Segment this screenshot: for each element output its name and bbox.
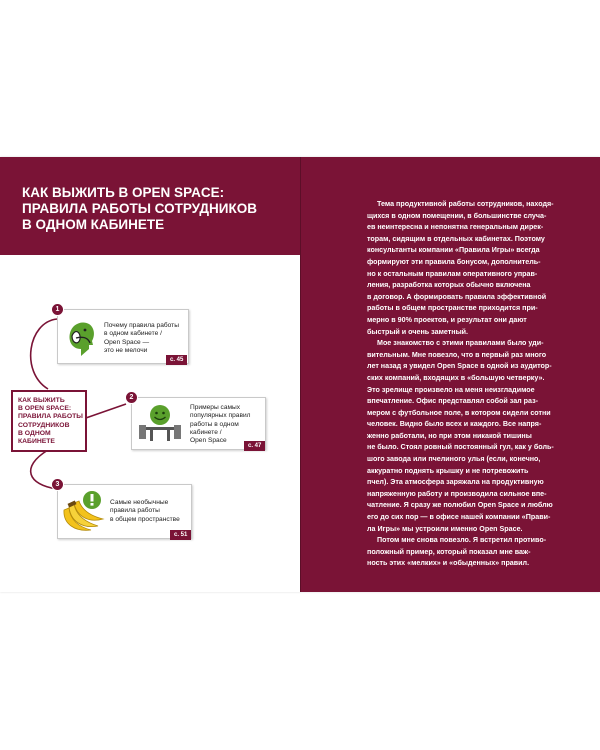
item-3-text-line: Самые необычные	[110, 499, 169, 506]
item-2-number: 2	[125, 391, 138, 404]
body-line: напряженную работу и производила сильное впе-	[367, 489, 547, 498]
item-2-page-ref[interactable]: с. 47	[244, 441, 265, 451]
item-1-number: 1	[51, 303, 64, 316]
item-1-text-line: Open Space —	[104, 338, 150, 346]
body-line: но к остальным правилам оперативного управ-	[367, 269, 538, 278]
hub-title-line: ПРАВИЛА РАБОТЫ	[18, 413, 83, 421]
item-3-text-line: в общем пространстве	[110, 515, 180, 523]
chapter-title-line: ПРАВИЛА РАБОТЫ СОТРУДНИКОВ	[22, 201, 257, 216]
happy-workers-icon	[138, 403, 182, 443]
body-line: ла Игры» мы устроили именно Open Space.	[367, 524, 523, 533]
item-3-text-line: правила работы	[110, 507, 160, 515]
body-line: пчел). Эта атмосфера заряжала на продуктивную	[367, 478, 544, 487]
hub-title-line: КАБИНЕТЕ	[18, 438, 55, 446]
body-line: ность этих «мелких» и «обыденных» правил.	[367, 559, 530, 568]
body-line: его до сих пор — в офисе нашей компании «Прави-	[367, 513, 551, 522]
body-line: лет назад я увидел Open Space в одной из аудитор-	[367, 362, 552, 371]
body-line: Тема продуктивной работы сотрудников, находя-	[377, 200, 554, 208]
paragraph-2	[367, 338, 589, 535]
chapter-hub-box	[11, 390, 87, 452]
paragraph-3	[367, 535, 589, 570]
body-line: в договор. А формировать правила эффективной	[367, 292, 547, 301]
hub-title	[18, 397, 83, 446]
item-2-text-line: Open Space	[190, 437, 227, 445]
body-line: Мое знакомство с этими правилами было уди-	[377, 339, 544, 348]
left-page	[0, 157, 300, 592]
right-page	[300, 157, 600, 592]
hub-title-line: В ОДНОМ	[18, 429, 51, 437]
item-1-text-line: в одном кабинете /	[104, 330, 162, 338]
body-line: женно работали, но при этом никакой тишины	[367, 431, 532, 440]
book-spread	[0, 157, 600, 592]
body-line: не было. Стоял ровный постоянный гул, как у боль-	[367, 443, 554, 452]
bananas-exclamation-icon	[61, 488, 107, 536]
body-line: Это зрелище произвело на меня неизгладимое	[367, 385, 535, 394]
body-line: щихся в одном помещении, в большинстве случа-	[367, 211, 547, 220]
connector-to-item-1	[31, 319, 57, 389]
body-line: ления, разработка которых обычно включена	[367, 281, 531, 290]
body-line: вительным. Мне повезло, что в первый раз много	[367, 350, 547, 359]
body-line: человек. Видно было всех и каждого. Все напря-	[367, 420, 542, 429]
body-line: чатление. Я сразу же полюбил Open Space и люблю	[367, 501, 553, 510]
item-3-page-ref[interactable]: с. 51	[170, 530, 191, 540]
body-line: консультанты компании «Правила Игры» всегда	[367, 246, 540, 255]
item-2-text-line: работы в одном	[190, 420, 239, 428]
body-line: ских компаний, входящих в «большую четверку».	[367, 373, 545, 382]
body-line: мером с футбольное поле, в котором сидели сотни	[367, 408, 551, 417]
body-line: аккуратно поднять крышку и не потревожить	[367, 466, 529, 475]
item-2-text-line: кабинете /	[190, 428, 222, 436]
hub-title-line: КАК ВЫЖИТЬ	[18, 397, 65, 404]
thinking-head-icon	[62, 316, 100, 358]
chapter-title-line: В ОДНОМ КАБИНЕТЕ	[22, 217, 165, 232]
item-3-number: 3	[51, 478, 64, 491]
body-line: торам, сидящим в отдельных кабинетах. Поэтому	[367, 234, 545, 243]
body-line: быстрый и очень заметный.	[367, 327, 469, 336]
body-line: положный пример, который показал мне важ-	[367, 547, 531, 556]
chapter-title-line: КАК ВЫЖИТЬ В OPEN SPACE:	[22, 185, 225, 200]
item-1-text-line: Почему правила работы	[104, 322, 179, 329]
hub-title-line: В OPEN SPACE:	[18, 405, 72, 413]
connector-to-item-2	[83, 404, 126, 419]
item-1-page-ref[interactable]: с. 45	[166, 355, 187, 365]
body-text	[367, 199, 589, 570]
body-line: формируют эти правила бонусом, дополнитель-	[367, 257, 541, 266]
body-line: впечатление. Офис представлял собой зал раз-	[367, 397, 539, 406]
chapter-map-diagram	[0, 157, 300, 592]
body-line: Потом мне снова повезло. Я встретил противо-	[377, 536, 547, 545]
item-2-text-line: Примеры самых	[190, 404, 241, 411]
body-line: работы в общем пространстве приходится при-	[367, 304, 538, 313]
paragraph-1	[367, 199, 589, 338]
hub-title-line: СОТРУДНИКОВ	[18, 421, 70, 429]
item-2-text-line: популярных правил	[190, 412, 251, 420]
item-1-text-line: это не мелочи	[104, 346, 148, 354]
body-line: мерно в 90% проектов, и результат они дают	[367, 315, 527, 324]
body-line: ев неинтересна и непонятна генеральным дирек-	[367, 223, 544, 232]
body-line: шого завода или пчелиного улья (если, конечно,	[367, 455, 541, 464]
